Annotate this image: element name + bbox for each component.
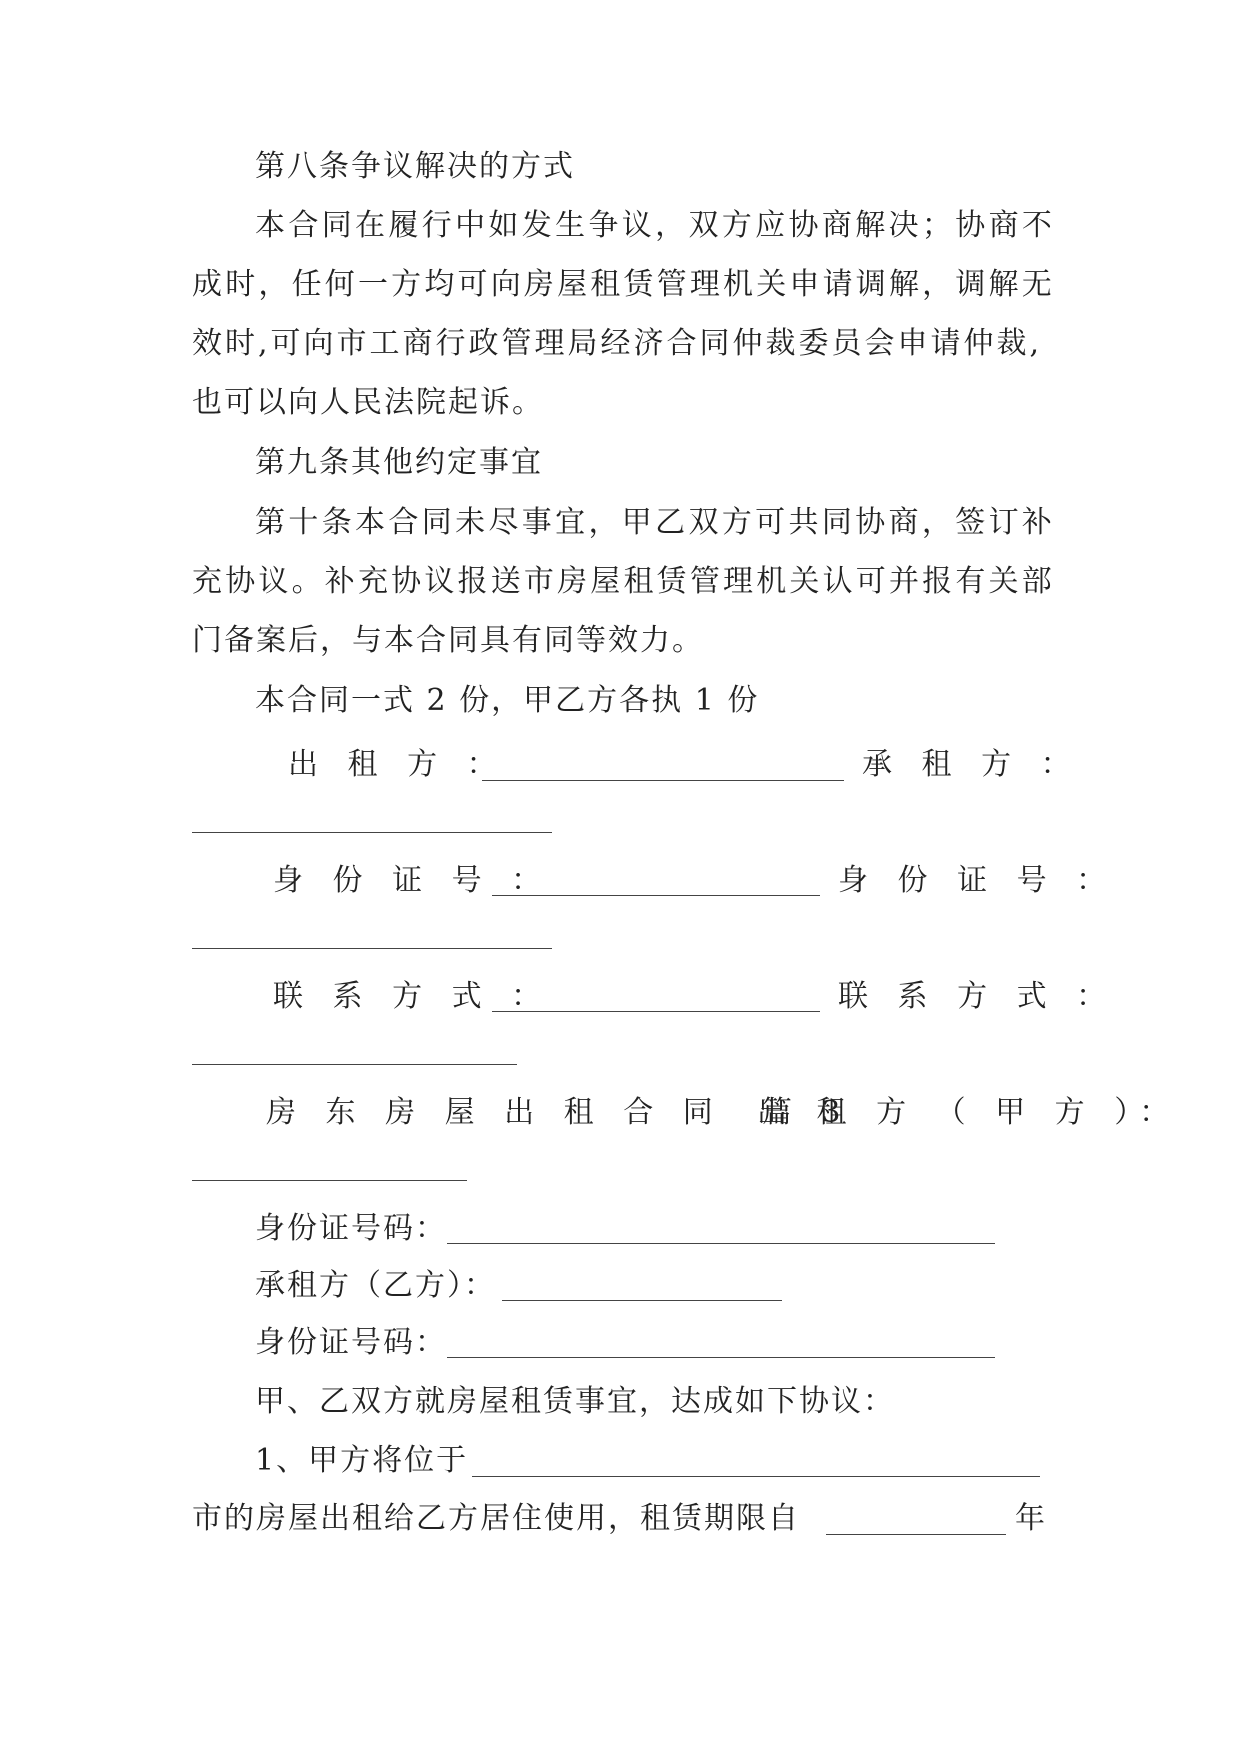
glyph: 如 <box>488 208 519 243</box>
glyph: 决 <box>888 208 919 243</box>
glyph: 议 <box>621 208 652 243</box>
glyph: 未 <box>455 505 486 540</box>
glyph: 签 <box>955 505 986 540</box>
glyph: 调 <box>955 267 986 302</box>
glyph: 条 <box>321 505 352 540</box>
glyph: 市 <box>523 564 554 599</box>
glyph: 租 <box>623 564 654 599</box>
glyph: 理 <box>723 564 753 599</box>
glyph: 甲 <box>621 505 652 540</box>
article-9-heading: 第九条其他约定事宜 <box>255 445 543 480</box>
glyph: 申 <box>789 267 820 302</box>
glyph: 向 <box>490 267 521 302</box>
glyph: 中 <box>455 208 486 243</box>
glyph: 十 <box>288 505 319 540</box>
glyph: 履 <box>388 208 419 243</box>
glyph: 解 <box>855 208 886 243</box>
glyph: 一 <box>357 267 388 302</box>
id-number-label-a: 身份证号码： <box>255 1211 447 1246</box>
glyph: 补 <box>1021 505 1052 540</box>
glyph: 。 <box>291 564 322 599</box>
id-number-blank-a[interactable] <box>447 1243 995 1244</box>
glyph: 充 <box>357 564 388 599</box>
glyph: 屋 <box>590 564 621 599</box>
glyph: 理 <box>689 267 720 302</box>
glyph: 租 <box>590 267 621 302</box>
party-b-blank[interactable] <box>502 1300 782 1301</box>
glyph: 议 <box>258 564 289 599</box>
glyph: 订 <box>988 505 1019 540</box>
party-b-label: 承租方（乙方）： <box>255 1268 496 1303</box>
glyph: 均 <box>424 267 455 302</box>
contact-label-left: 联 系 方 式 ： <box>273 979 552 1014</box>
article-8-line-2 <box>192 268 1052 302</box>
id-label-right: 身 份 证 号 ： <box>838 863 1117 898</box>
glyph: 争 <box>588 208 619 243</box>
glyph: ， <box>922 267 953 302</box>
glyph: 方 <box>721 208 752 243</box>
year-label: 年 <box>1015 1501 1047 1536</box>
glyph: 并 <box>888 564 919 599</box>
glyph: 议 <box>424 564 455 599</box>
glyph: 应 <box>755 208 786 243</box>
glyph: 协 <box>855 505 886 540</box>
glyph: 事 <box>521 505 552 540</box>
glyph: 协 <box>225 564 256 599</box>
glyph: ， <box>258 267 289 302</box>
article-8-heading: 第八条争议解决的方式 <box>255 149 575 184</box>
glyph: 协 <box>391 564 422 599</box>
glyph: 方 <box>391 267 422 302</box>
glyph: 不 <box>1021 208 1052 243</box>
glyph: 商 <box>821 208 852 243</box>
glyph: 关 <box>988 564 1019 599</box>
party-a-label: 出 租 方 （ 甲 方 ）： <box>757 1095 1180 1130</box>
glyph: 商 <box>988 208 1019 243</box>
lease-start-year-blank[interactable] <box>826 1534 1006 1535</box>
glyph: 时 <box>225 267 256 302</box>
glyph: 本 <box>355 505 386 540</box>
glyph: 赁 <box>656 564 687 599</box>
item-1-text: 1、甲方将位于 <box>255 1443 469 1478</box>
glyph: 双 <box>688 505 719 540</box>
article-8-line-1 <box>255 209 1052 243</box>
glyph: 可 <box>755 505 786 540</box>
article-10-line-1 <box>255 506 1052 540</box>
glyph: ， <box>921 505 952 540</box>
glyph: 乙 <box>655 505 686 540</box>
glyph: 关 <box>789 564 820 599</box>
glyph: 合 <box>288 208 319 243</box>
lessee-blank[interactable] <box>192 832 552 833</box>
id-blank-right[interactable] <box>192 948 552 949</box>
glyph: 可 <box>855 564 886 599</box>
agreement-intro: 甲、乙双方就房屋租赁事宜，达成如下协议： <box>255 1384 895 1419</box>
lessor-blank[interactable] <box>482 780 844 781</box>
glyph: 本 <box>255 208 285 243</box>
glyph: 何 <box>324 267 355 302</box>
glyph: 协 <box>955 208 986 243</box>
glyph: 请 <box>822 267 853 302</box>
property-location-blank[interactable] <box>472 1476 1040 1477</box>
item-1-line-2: 市的房屋出租给乙方居住使用，租赁期限自 <box>192 1501 800 1536</box>
glyph: 行 <box>421 208 452 243</box>
glyph: 解 <box>988 267 1019 302</box>
glyph: 任 <box>291 267 322 302</box>
copies-clause: 本合同一式 2 份，甲乙方各执 1 份 <box>255 683 760 718</box>
glyph: 尽 <box>488 505 519 540</box>
glyph: 报 <box>922 564 953 599</box>
glyph: 合 <box>388 505 419 540</box>
glyph: 解 <box>888 267 919 302</box>
article-8-line-4: 也可以向人民法院起诉。 <box>192 385 544 420</box>
glyph: 同 <box>421 505 452 540</box>
glyph: 房 <box>557 564 588 599</box>
glyph: 补 <box>324 564 355 599</box>
article-10-line-2 <box>192 565 1052 599</box>
contact-label-right: 联 系 方 式 ： <box>838 979 1117 1014</box>
lessee-label: 承 租 方 ： <box>862 747 1081 782</box>
glyph: 同 <box>321 208 352 243</box>
glyph: 商 <box>888 505 919 540</box>
glyph: ， <box>655 208 686 243</box>
glyph: 同 <box>821 505 852 540</box>
id-number-label-b: 身份证号码： <box>255 1325 447 1360</box>
glyph: 有 <box>955 564 986 599</box>
glyph: 调 <box>855 267 886 302</box>
glyph: 机 <box>756 564 787 599</box>
glyph: 认 <box>822 564 853 599</box>
glyph: 管 <box>689 564 720 599</box>
glyph: 屋 <box>557 267 588 302</box>
glyph: 机 <box>723 267 753 302</box>
glyph: ； <box>921 208 952 243</box>
glyph: 方 <box>721 505 752 540</box>
glyph: 发 <box>521 208 552 243</box>
party-a-blank[interactable] <box>192 1180 467 1181</box>
glyph: ， <box>588 505 619 540</box>
glyph: 报 <box>457 564 488 599</box>
glyph: 无 <box>1021 267 1052 302</box>
contact-blank-left[interactable] <box>492 1011 820 1012</box>
id-label-left: 身 份 证 号 ： <box>273 863 552 898</box>
id-number-blank-b[interactable] <box>447 1357 995 1358</box>
glyph: 宜 <box>555 505 586 540</box>
glyph: 可 <box>457 267 488 302</box>
glyph: 管 <box>656 267 687 302</box>
id-blank-left[interactable] <box>492 895 820 896</box>
glyph: 在 <box>355 208 386 243</box>
glyph: 共 <box>788 505 819 540</box>
glyph: 赁 <box>623 267 654 302</box>
glyph: 成 <box>192 267 222 302</box>
glyph: 双 <box>688 208 719 243</box>
article-8-line-3: 效时,可向市工商行政管理局经济合同仲裁委员会申请仲裁, <box>192 326 1043 361</box>
glyph: 生 <box>555 208 586 243</box>
glyph: 关 <box>756 267 787 302</box>
lessor-label: 出 租 方 ： <box>288 747 507 782</box>
contact-blank-right[interactable] <box>192 1064 517 1065</box>
glyph: 房 <box>523 267 554 302</box>
glyph: 协 <box>788 208 819 243</box>
section-3-heading: 房 东 房 屋 出 租 合 同 篇 3 <box>266 1095 851 1130</box>
article-10-line-3: 门备案后，与本合同具有同等效力。 <box>192 623 704 658</box>
glyph: 部 <box>1021 564 1052 599</box>
glyph: 第 <box>255 505 285 540</box>
glyph: 充 <box>192 564 222 599</box>
glyph: 送 <box>490 564 521 599</box>
